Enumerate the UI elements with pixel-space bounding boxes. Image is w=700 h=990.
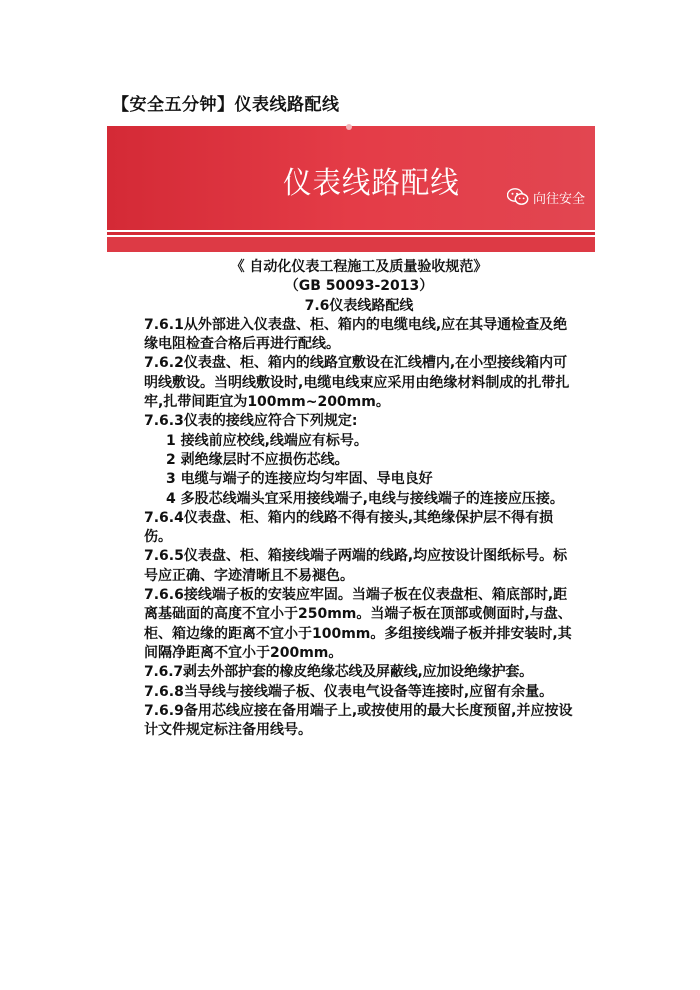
- document-body: [144, 258, 574, 740]
- clause-7-6-3: 7.6.3仪表的接线应符合下列规定:: [144, 413, 358, 430]
- banner-image: [107, 124, 595, 252]
- wechat-account-name: 向往安全: [533, 191, 586, 207]
- clause-7-6-8: 7.6.8当导线与接线端子板、仪表电气设备等连接时,应留有余量。: [144, 683, 554, 700]
- sub-item-4-text: 4 多股芯线端头宜采用接线端子,电线与接线端子的连接应压接。: [166, 490, 564, 507]
- sub-item-1: 1 接线前应校线,线端应有标号。: [166, 432, 368, 449]
- clause-7-6-4: 7.6.4仪表盘、柜、箱内的线路不得有接头,其绝缘保护层不得有损伤。: [144, 509, 554, 546]
- clause-7-6-2: 7.6.2仪表盘、柜、箱内的线路宜敷设在汇线槽内,在小型接线箱内可明线敷设。当明线敷设时,电缆电线束应采用由绝缘材料制成的扎带扎牢,扎带间距宜为100mm~200mm。: [144, 355, 570, 411]
- sub-item-4: [144, 490, 574, 509]
- clause-7-6-6: 7.6.6接线端子板的安装应牢固。当端子板在仪表盘柜、箱底部时,距离基础面的高度不宜小于250mm。当端子板在顶部或侧面时,与盘、柜、箱边缘的距离不宜小于100mm。多组接线端子板并排安装时,其间隔净距离不宜小于200mm。: [144, 587, 572, 661]
- clause-7-6-1: 7.6.1从外部进入仪表盘、柜、箱内的电缆电线,应在其导通检查及绝缘电阻检查合格后再进行配线。: [144, 316, 568, 353]
- banner-stripe: [107, 232, 595, 235]
- clause-7-6-7: 7.6.7剥去外部护套的橡皮绝缘芯线及屏蔽线,应加设绝缘护套。: [144, 664, 533, 681]
- wechat-account-badge: [507, 186, 585, 208]
- standard-code: （GB 50093-2013）: [284, 278, 434, 295]
- banner-title: 仪表线路配线: [283, 166, 460, 201]
- page-title: 【安全五分钟】仪表线路配线: [112, 95, 340, 115]
- wechat-icon: [507, 188, 529, 206]
- sub-item-2: 2 剥绝缘层时不应损伤芯线。: [166, 451, 349, 468]
- section-heading: 7.6仪表线路配线: [304, 297, 414, 314]
- banner-bottom-band: [107, 237, 595, 252]
- standard-name: 《 自动化仪表工程施工及质量验收规范》: [230, 259, 488, 275]
- sub-item-3: 3 电缆与端子的连接应均匀牢固、导电良好: [166, 471, 433, 488]
- clause-7-6-5: 7.6.5仪表盘、柜、箱接线端子两端的线路,均应按设计图纸标号。标号应正确、字迹清晰且不易褪色。: [144, 548, 568, 584]
- banner-dot: [346, 124, 352, 130]
- clause-7-6-9: 7.6.9备用芯线应接在备用端子上,或按使用的最大长度预留,并应按设计文件规定标注备用线号。: [144, 702, 573, 739]
